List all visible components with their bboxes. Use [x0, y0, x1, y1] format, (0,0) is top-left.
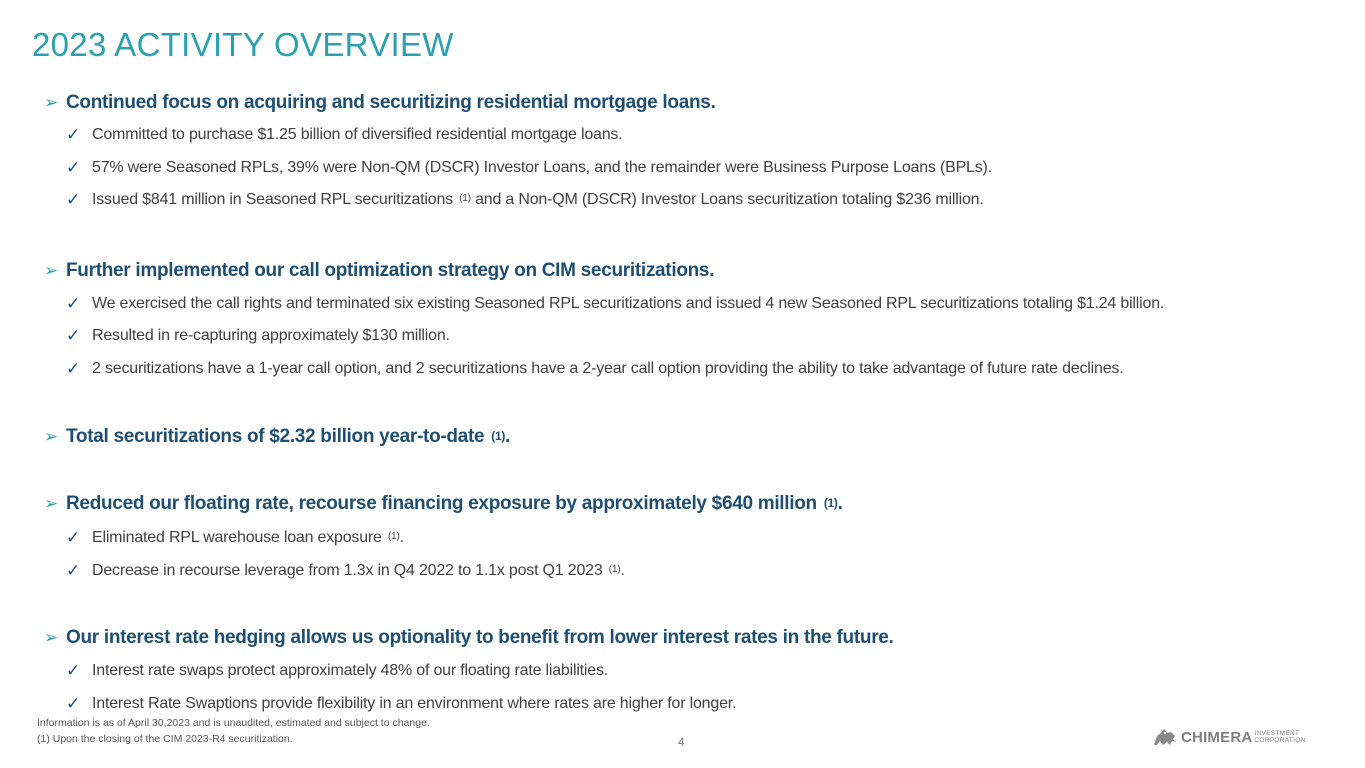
page-title: 2023 ACTIVITY OVERVIEW — [32, 26, 454, 63]
logo-subtitle: INVESTMENT CORPORATION — [1254, 730, 1306, 744]
list-item: ✓ Committed to purchase $1.25 billion of diversified residential mortgage loans. — [66, 125, 623, 144]
list-item: ✓ 57% were Seasoned RPLs, 39% were Non-QM (DSCR) Investor Loans, and the remainder were Business Purpose Loans (BPLs). — [66, 158, 992, 177]
arrowhead-bullet-icon: ➢ — [44, 427, 58, 446]
list-item: ✓ Decrease in recourse leverage from 1.3x in Q4 2022 to 1.1x post Q1 2023 $^{(1)}$ . — [66, 561, 625, 580]
list-item: ✓ Interest rate swaps protect approximately 48% of our floating rate liabilities. — [66, 661, 609, 680]
arrowhead-bullet-icon: ➢ — [44, 93, 58, 112]
logo-wordmark: CHIMERA — [1181, 728, 1253, 746]
checkmark-bullet-icon: ✓ — [66, 528, 81, 547]
list-item: ✓ Issued $841 million in Seasoned RPL securitizations $^{(1)}$ and a Non-QM (DSCR) Investor Loans securitization totaling $236 million. — [66, 190, 984, 209]
section-heading: ➢ Reduced our floating rate, recourse financing exposure by approximately $640 million $^{(1)}$ . — [44, 493, 843, 514]
list-item: ✓ 2 securitizations have a 1-year call option, and 2 securitizations have a 2-year call option providing the ability to take advantage of future rate declines. — [66, 359, 1124, 378]
list-item: ✓ Eliminated RPL warehouse loan exposure $^{(1)}$ . — [66, 528, 404, 547]
section-heading: ➢ Our interest rate hedging allows us optionality to benefit from lower interest rates in the future. — [44, 627, 894, 648]
footnote-disclaimer: Information is as of April 30,2023 and is unaudited, estimated and subject to change. — [37, 717, 430, 729]
checkmark-bullet-icon: ✓ — [66, 158, 81, 177]
checkmark-bullet-icon: ✓ — [66, 661, 81, 680]
section-heading: ➢ Total securitizations of $2.32 billion year-to-date $^{(1)}$ . — [44, 426, 511, 447]
list-item: ✓ Interest Rate Swaptions provide flexibility in an environment where rates are higher for longer. — [66, 694, 737, 713]
list-item: ✓ Resulted in re-capturing approximately $130 million. — [66, 326, 450, 345]
page-number: 4 — [678, 735, 685, 749]
company-logo — [1152, 727, 1306, 747]
checkmark-bullet-icon: ✓ — [66, 359, 81, 378]
footnote-1: (1) Upon the closing of the CIM 2023-R4 securitization. — [37, 733, 293, 745]
arrowhead-bullet-icon: ➢ — [44, 628, 58, 647]
section-heading: ➢ Continued focus on acquiring and securitizing residential mortgage loans. — [44, 92, 716, 113]
arrowhead-bullet-icon: ➢ — [44, 494, 58, 513]
checkmark-bullet-icon: ✓ — [66, 694, 81, 713]
checkmark-bullet-icon: ✓ — [66, 125, 81, 144]
arrowhead-bullet-icon: ➢ — [44, 261, 58, 280]
list-item: ✓ We exercised the call rights and terminated six existing Seasoned RPL securitizations and issued 4 new Seasoned RPL securitizations totaling $1.24 billion. — [66, 294, 1165, 313]
chimera-emblem-icon — [1152, 727, 1178, 747]
checkmark-bullet-icon: ✓ — [66, 190, 81, 209]
section-heading: ➢ Further implemented our call optimization strategy on CIM securitizations. — [44, 260, 715, 281]
checkmark-bullet-icon: ✓ — [66, 294, 81, 313]
checkmark-bullet-icon: ✓ — [66, 326, 81, 345]
checkmark-bullet-icon: ✓ — [66, 561, 81, 580]
